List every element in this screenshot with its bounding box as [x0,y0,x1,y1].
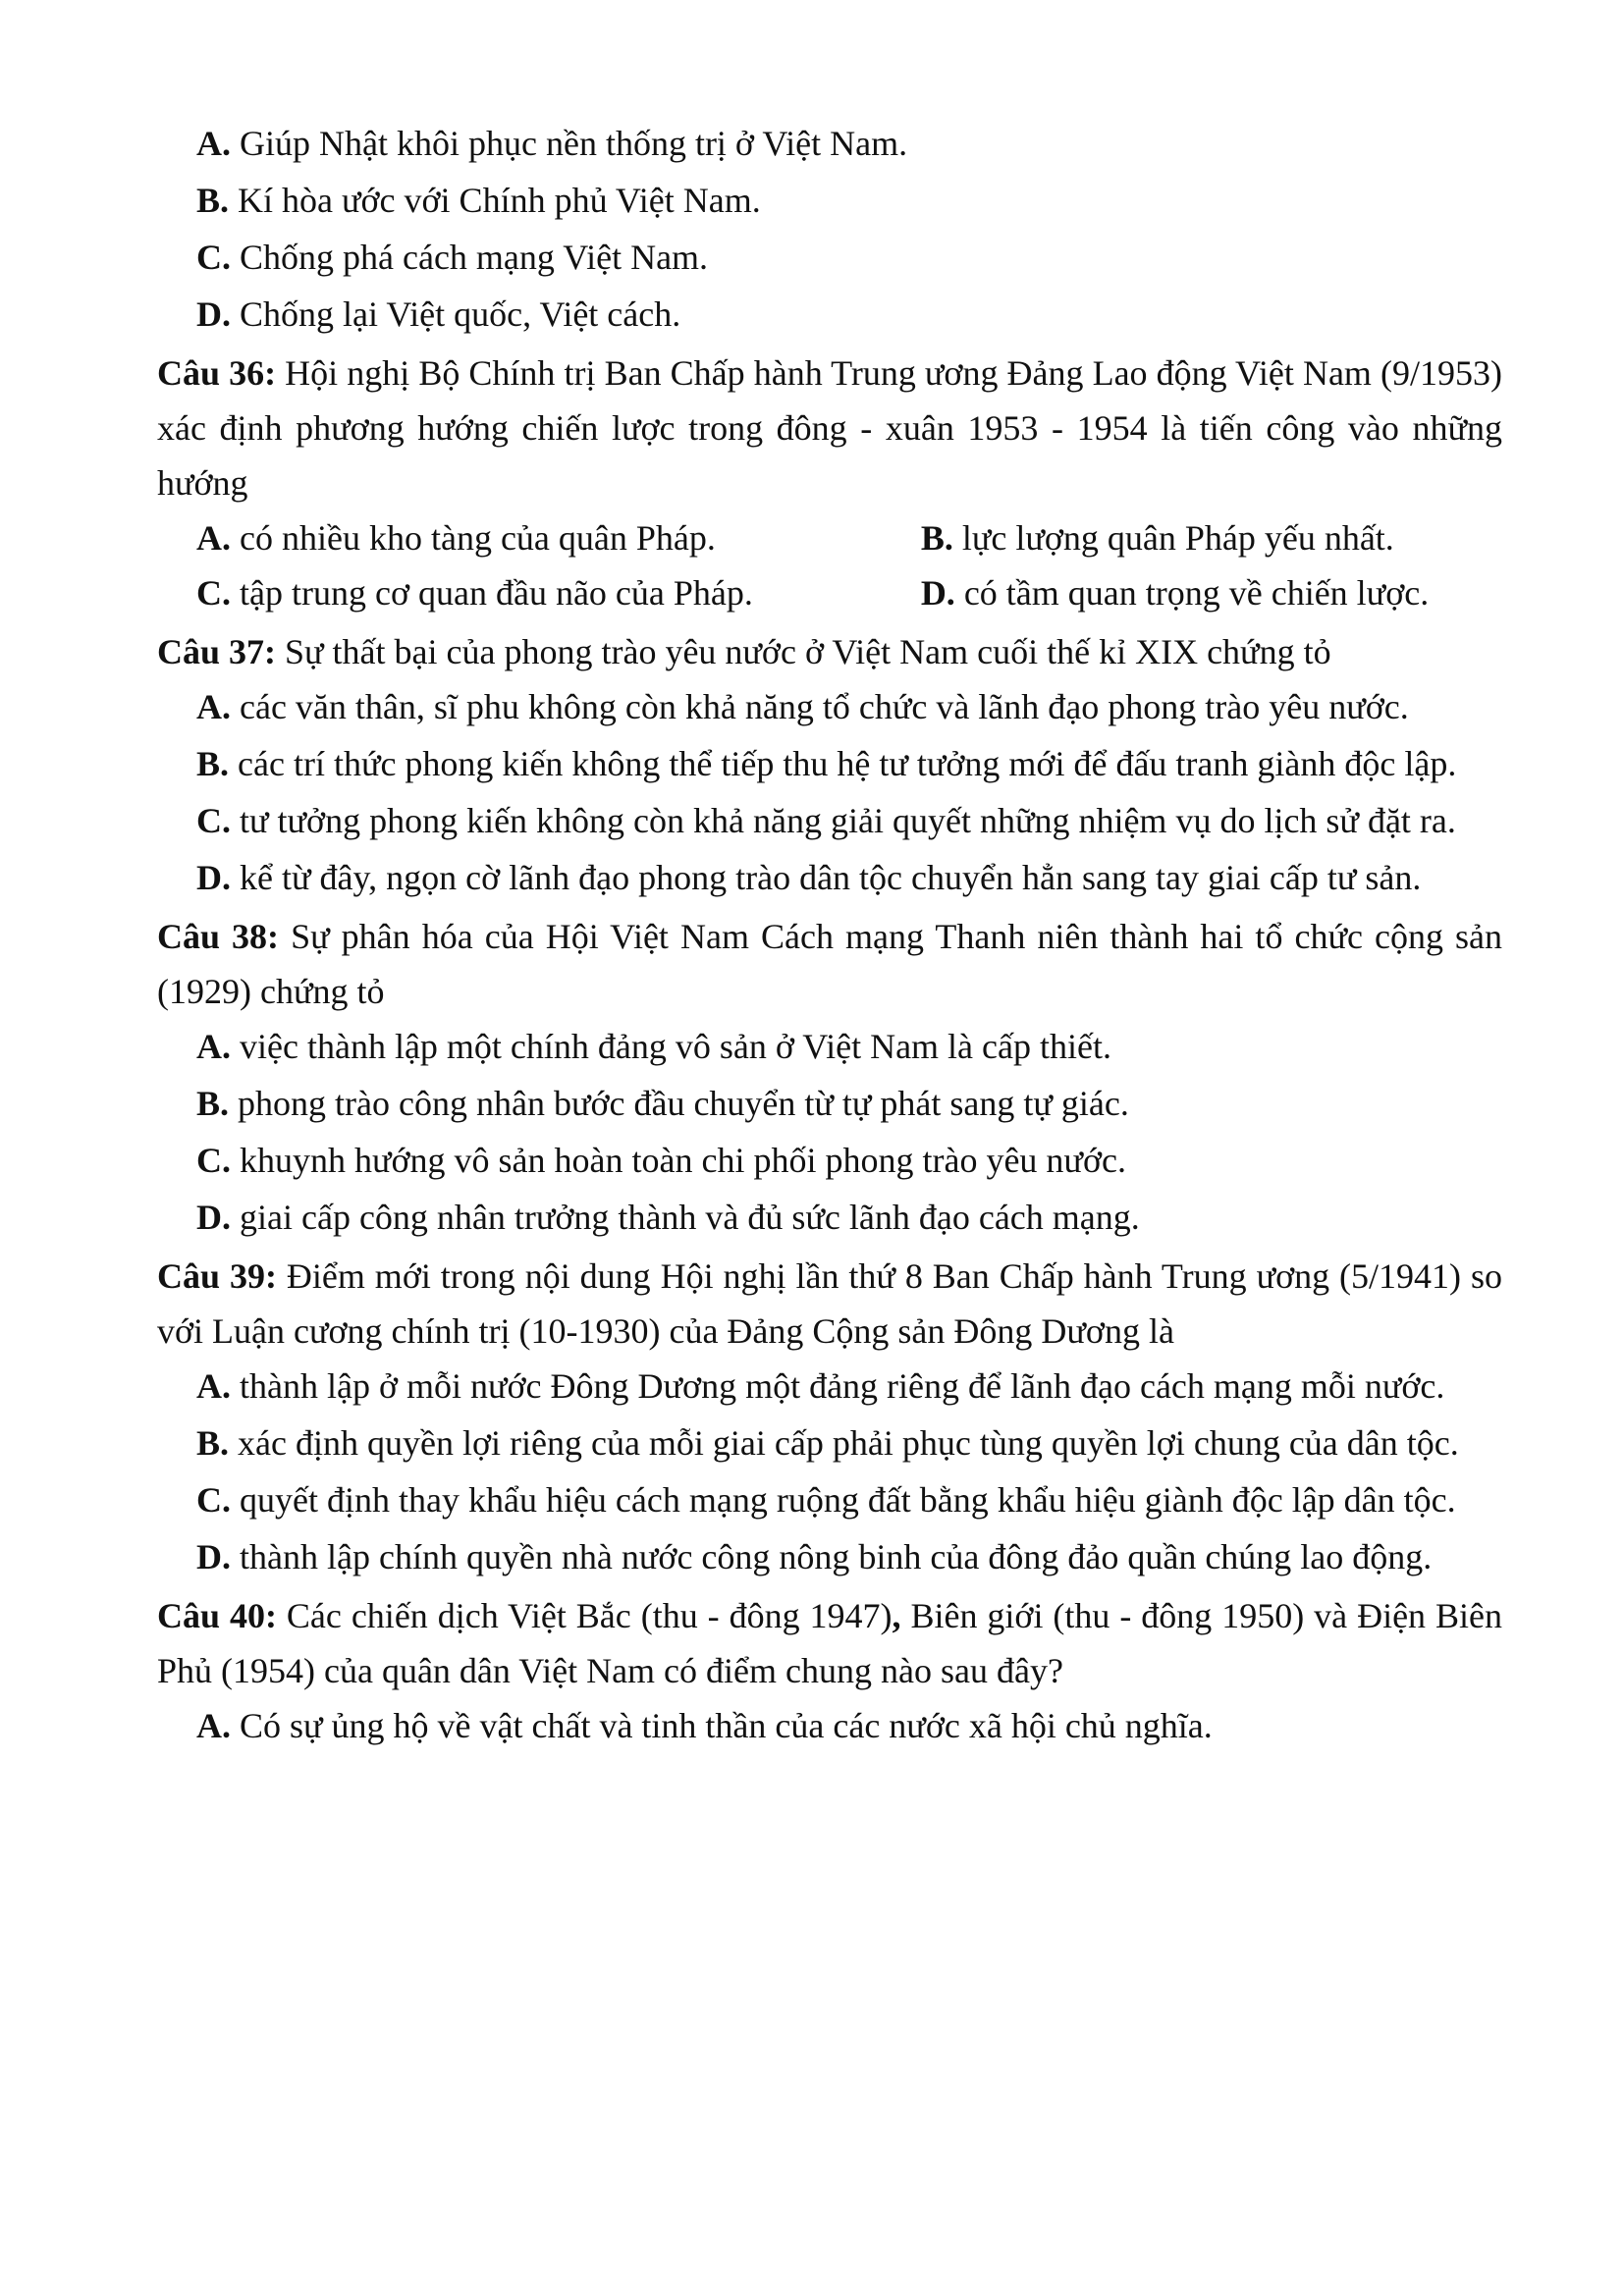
option-b [196,173,1502,228]
option-text: quyết định thay khẩu hiệu cách mạng ruộng đất bằng khẩu hiệu giành độc lập dân tộc. [231,1480,1456,1520]
option-c [196,1472,1502,1527]
question-text-part-2: Biên giới (thu - đông 1950) và Điện Biên Phủ (1954) của quân dân Việt Nam có điểm chung nào sau đây? [157,1596,1502,1690]
question-37-options [157,679,1502,905]
question-40-options [157,1698,1502,1753]
question-38 [157,909,1502,1019]
option-d [921,565,1502,620]
option-letter: D. [196,1198,231,1237]
option-a [196,1698,1502,1753]
option-text: có tầm quan trọng về chiến lược. [954,573,1430,613]
option-c [196,1133,1502,1188]
option-letter: A. [196,1706,231,1745]
question-text: Sự thất bại của phong trào yêu nước ở Việt Nam cuối thế kỉ XIX chứng tỏ [276,632,1331,671]
question-37 [157,624,1502,679]
option-d [196,850,1502,905]
question-40 [157,1588,1502,1698]
question-text: Hội nghị Bộ Chính trị Ban Chấp hành Trung ương Đảng Lao động Việt Nam (9/1953) xác định phương hướng chiến lược trong đông - xuân 1953 - 1954 là tiến công vào những hướng [157,353,1502,503]
option-c [196,230,1502,285]
option-d [196,1529,1502,1584]
option-text: tư tưởng phong kiến không còn khả năng giải quyết những nhiệm vụ do lịch sử đặt ra. [231,801,1456,840]
option-text: việc thành lập một chính đảng vô sản ở Việt Nam là cấp thiết. [231,1027,1111,1066]
option-letter: D. [920,573,955,613]
question-text: Sự phân hóa của Hội Việt Nam Cách mạng Thanh niên thành hai tổ chức cộng sản (1929) chứng tỏ [157,917,1502,1011]
option-letter: A. [196,518,231,558]
option-b [196,736,1502,791]
option-b [921,510,1502,565]
option-letter: D. [196,858,231,897]
option-text: thành lập chính quyền nhà nước công nông binh của đông đảo quần chúng lao động. [231,1537,1433,1576]
option-row-2 [157,565,1502,620]
option-letter: A. [196,1366,231,1406]
option-a [196,679,1502,734]
question-text-comma: , [892,1596,901,1635]
option-text: các văn thân, sĩ phu không còn khả năng tổ chức và lãnh đạo phong trào yêu nước. [231,687,1409,726]
question-label: Câu 38: [157,917,280,956]
option-text: phong trào công nhân bước đầu chuyển từ tự phát sang tự giác. [229,1084,1129,1123]
question-text-part-1: Các chiến dịch Việt Bắc (thu - đông 1947) [276,1596,893,1635]
question-label: Câu 40: [157,1596,277,1635]
option-a [196,510,921,565]
option-d [196,287,1502,342]
option-letter: A. [196,124,231,163]
option-a [196,1359,1502,1414]
option-text: Giúp Nhật khôi phục nền thống trị ở Việt Nam. [231,124,908,163]
exam-content [157,116,1502,1755]
option-letter: A. [196,687,231,726]
option-a [196,1019,1502,1074]
option-letter: B. [196,744,230,783]
option-text: lực lượng quân Pháp yếu nhất. [952,518,1394,558]
option-text: Kí hòa ước với Chính phủ Việt Nam. [229,181,761,220]
option-text: xác định quyền lợi riêng của mỗi giai cấp phải phục tùng quyền lợi chung của dân tộc. [229,1423,1459,1463]
option-text: kể từ đây, ngọn cờ lãnh đạo phong trào dân tộc chuyển hẳn sang tay giai cấp tư sản. [231,858,1422,897]
question-39-options [157,1359,1502,1584]
question-text: Điểm mới trong nội dung Hội nghị lần thứ 8 Ban Chấp hành Trung ương (5/1941) so với Luận cương chính trị (10-1930) của Đảng Cộng sản Đông Dương là [157,1256,1502,1351]
option-c [196,793,1502,848]
option-text: giai cấp công nhân trưởng thành và đủ sức lãnh đạo cách mạng. [231,1198,1140,1237]
question-39 [157,1249,1502,1359]
option-a [196,116,1502,171]
question-label: Câu 39: [157,1256,277,1296]
question-38-options [157,1019,1502,1245]
option-letter: C. [196,1141,231,1180]
option-d [196,1190,1502,1245]
option-text: tập trung cơ quan đầu não của Pháp. [231,573,753,613]
option-text: Có sự ủng hộ về vật chất và tinh thần của các nước xã hội chủ nghĩa. [231,1706,1213,1745]
option-letter: A. [196,1027,231,1066]
question-36 [157,346,1502,510]
option-letter: B. [196,1084,230,1123]
option-b [196,1076,1502,1131]
option-letter: D. [196,1537,231,1576]
option-letter: C. [196,1480,231,1520]
option-text: Chống phá cách mạng Việt Nam. [231,238,709,277]
option-row-1 [157,510,1502,565]
question-label: Câu 36: [157,353,277,393]
option-b [196,1415,1502,1470]
prev-question-options [157,116,1502,342]
option-letter: C. [196,801,231,840]
question-label: Câu 37: [157,632,277,671]
option-letter: D. [196,294,231,334]
option-letter: B. [196,181,230,220]
option-letter: C. [196,238,231,277]
option-text: thành lập ở mỗi nước Đông Dương một đảng riêng để lãnh đạo cách mạng mỗi nước. [231,1366,1445,1406]
option-text: Chống lại Việt quốc, Việt cách. [231,294,681,334]
option-text: có nhiều kho tàng của quân Pháp. [231,518,716,558]
option-letter: B. [196,1423,230,1463]
option-letter: C. [196,573,231,613]
option-letter: B. [920,518,953,558]
option-c [196,565,921,620]
option-text: khuynh hướng vô sản hoàn toàn chi phối phong trào yêu nước. [231,1141,1126,1180]
option-text: các trí thức phong kiến không thể tiếp thu hệ tư tưởng mới để đấu tranh giành độc lập. [229,744,1457,783]
